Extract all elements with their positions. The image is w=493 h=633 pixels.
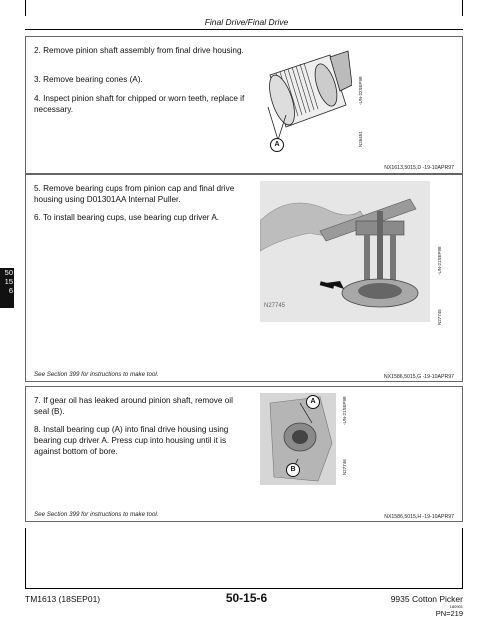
step-5: 5. Remove bearing cups from pinion cap and final drive housing using D01301AA Internal Puller. [34, 184, 235, 204]
side-tab-line: 6 [8, 286, 13, 295]
side-tab-line: 15 [4, 277, 13, 286]
step-6: 6. To install bearing cups, use bearing cup driver A. [34, 213, 220, 222]
image-id-label: N27745 [437, 309, 442, 325]
procedure-panel-1 [25, 36, 463, 174]
internal-puller-illustration [260, 181, 430, 322]
header-rule [25, 29, 463, 30]
page-number: 50-15-6 [225, 591, 268, 605]
photo-stamp: N27745 [264, 303, 286, 309]
step-7: 7. If gear oil has leaked around pinion shaft, remove oil seal (B). [34, 396, 233, 416]
callout-a: A [270, 138, 284, 152]
final-drive-housing-photo [260, 393, 336, 485]
footer-left-frame-line [25, 528, 26, 588]
image-id-label: N27746 [342, 459, 347, 475]
reference-code: NX1613,5015,D -19-10APR97 [384, 165, 454, 171]
manual-id: TM1613 (18SEP01) [25, 594, 101, 604]
reference-code: NX1586,5015,G -19-10APR97 [383, 374, 454, 380]
top-right-frame-line [462, 0, 463, 16]
callout-a: A [306, 395, 320, 409]
image-code-label: -UN-21SEP98 [342, 396, 347, 425]
pn-number: PN=219 [435, 609, 463, 618]
top-left-frame-line [25, 0, 26, 16]
footer-rule [25, 588, 463, 589]
internal-puller-photo [260, 181, 430, 322]
procedure-panel-2 [25, 174, 463, 382]
footer-right-frame-line [462, 528, 463, 588]
step-2: 2. Remove pinion shaft assembly from final drive housing. [34, 46, 244, 55]
procedure-panel-3 [25, 386, 463, 522]
page-header-title: Final Drive/Final Drive [204, 17, 289, 27]
footer-code: 180901 [449, 604, 463, 609]
section-side-tab [0, 268, 14, 308]
side-tab-line: 50 [4, 268, 13, 277]
image-code-label: -UN-22SEP98 [358, 76, 363, 105]
reference-code: NX1586,5015,H -19-10APR97 [384, 514, 454, 520]
tool-footnote: See Section 399 for instructions to make tool. [34, 371, 159, 378]
pinion-shaft-image [260, 45, 352, 159]
image-code-label: -UN-21SEP98 [437, 246, 442, 275]
step-3: 3. Remove bearing cones (A). [34, 75, 143, 84]
step-8: 8. Install bearing cup (A) into final drive housing using bearing cup driver A. Press cup into housing until it is against bottom of bore. [34, 425, 229, 456]
model-name: 9935 Cotton Picker [390, 594, 463, 604]
tool-footnote: See Section 399 for instructions to make tool. [34, 511, 159, 518]
step-4: 4. Inspect pinion shaft for chipped or worn teeth, replace if necessary. [34, 94, 245, 114]
image-id-label: N26451 [358, 131, 363, 147]
callout-b: B [286, 463, 300, 477]
